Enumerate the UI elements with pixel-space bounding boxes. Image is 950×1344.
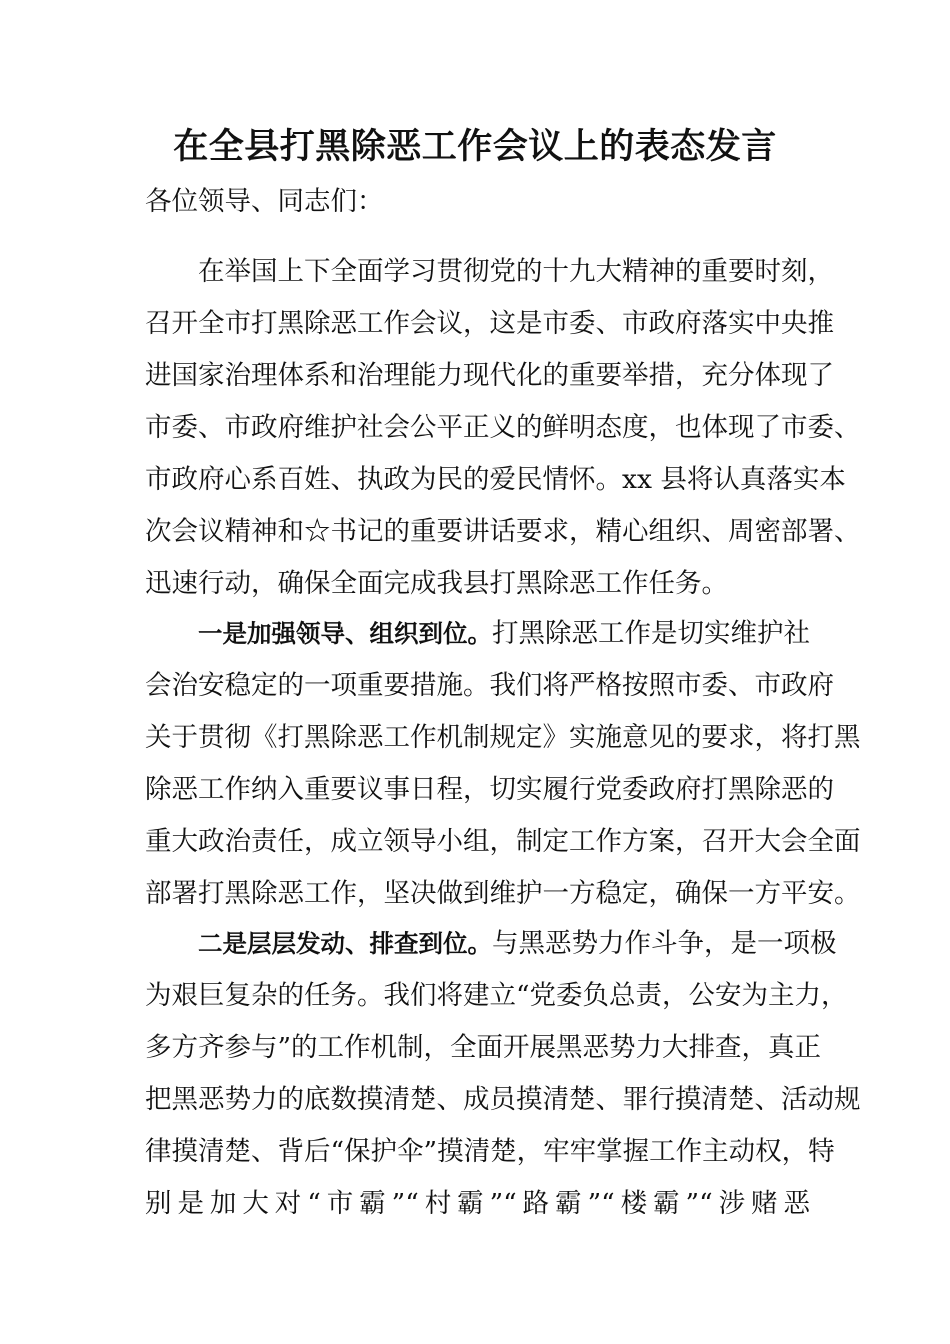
paragraph-3-line: 律摸清楚、背后“保护伞”摸清楚，牢牢掌握工作主动权，特 <box>145 1136 835 1167</box>
paragraph-3-line: 多方齐参与”的工作机制，全面开展黑恶势力大排查，真正 <box>145 1032 822 1063</box>
paragraph-1-line: 市委、市政府维护社会公平正义的鲜明态度，也体现了市委、 <box>145 412 861 443</box>
paragraph-3-line: 为艰巨复杂的任务。我们将建立“党委负总责，公安为主力， <box>145 980 848 1011</box>
paragraph-1-line: 市政府心系百姓、执政为民的爱民情怀。xx 县将认真落实本 <box>145 464 846 495</box>
paragraph-3-first-line <box>198 918 837 970</box>
paragraph-3-line: 把黑恶势力的底数摸清楚、成员摸清楚、罪行摸清楚、活动规 <box>145 1084 861 1115</box>
paragraph-2-line: 会治安稳定的一项重要措施。我们将严格按照市委、市政府 <box>145 670 834 701</box>
paragraph-2-line: 重大政治责任，成立领导小组，制定工作方案，召开大会全面 <box>145 826 861 857</box>
paragraph-3-first-text: 与黑恶势力作斗争，是一项极 <box>492 928 837 959</box>
paragraph-2-line: 部署打黑除恶工作，坚决做到维护一方稳定，确保一方平安。 <box>145 878 861 909</box>
paragraph-2-first-text: 打黑除恶工作是切实维护社 <box>492 618 810 649</box>
paragraph-1-line: 在举国上下全面学习贯彻党的十九大精神的重要时刻， <box>198 256 834 287</box>
paragraph-2-lead: 一是加强领导、组织到位。 <box>198 619 492 648</box>
paragraph-2-first-line <box>198 608 810 660</box>
salutation: 各位领导、同志们： <box>145 186 384 217</box>
document-title: 在全县打黑除恶工作会议上的表态发言 <box>173 126 777 167</box>
paragraph-3-lead: 二是层层发动、排查到位。 <box>198 929 492 958</box>
paragraph-2-line: 关于贯彻《打黑除恶工作机制规定》实施意见的要求，将打黑 <box>145 722 861 753</box>
paragraph-1-line: 进国家治理体系和治理能力现代化的重要举措，充分体现了 <box>145 360 834 391</box>
paragraph-1-line: 次会议精神和☆书记的重要讲话要求，精心组织、周密部署、 <box>145 516 861 547</box>
paragraph-2-line: 除恶工作纳入重要议事日程，切实履行党委政府打黑除恶的 <box>145 774 834 805</box>
paragraph-1-line: 召开全市打黑除恶工作会议，这是市委、市政府落实中央推 <box>145 308 834 339</box>
paragraph-1-line: 迅速行动，确保全面完成我县打黑除恶工作任务。 <box>145 568 728 599</box>
paragraph-3-line: 别是加大对“市霸”“村霸”“路霸”“楼霸”“涉赌恶 <box>145 1188 810 1219</box>
